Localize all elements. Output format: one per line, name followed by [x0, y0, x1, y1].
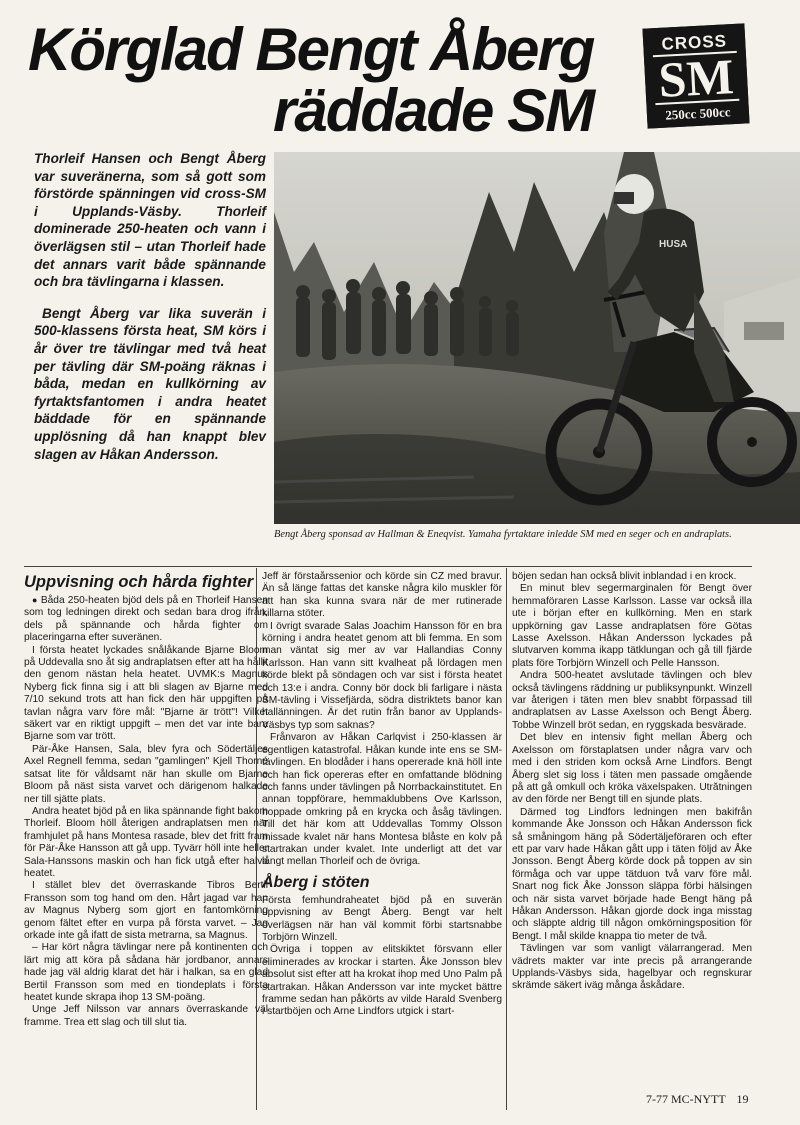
body-paragraph: Frånvaron av Håkan Carlqvist i 250-klassen är egentligen katastrofal. Håkan kunde inte ens se SM-tävlingen. En blodåder i hans opererade knä höll inte och han fick opereras efter en omfattande blödning och fanns under tävlingen på Norrbackainstitutet. En annan toppförare, hemmaklubbens Ove Karlsson, hoppade omkring på en krycka och åsåg tävlingen. Till det här kom att Uddevallas Tommy Olsson missade kvalet när hans Montesa blåste en kolv på startrakan under kvalet. Inte underligt att det var långt mellan Thorleif och de övriga.	[262, 732, 502, 868]
motocross-photo	[274, 152, 800, 524]
headline-line-1: Körglad Bengt Åberg	[28, 16, 594, 83]
body-paragraph: Jeff är förstaårssenior och körde sin CZ med bravur. Än så länge fattas det kanske några kilo muskler för att han ska kunna svara när de mer rutinerade killarna stöter.	[262, 571, 502, 620]
photo-caption: Bengt Åberg sponsad av Hallman & Eneqvist. Yamaha fyrtaktare inledde SM med en seger och en andraplats.	[274, 529, 732, 540]
headline-line-2: räddade SM	[273, 77, 594, 144]
logo-cross-text: CROSS	[661, 31, 728, 54]
body-column-1	[24, 572, 268, 1112]
lead-paragraph-1: Thorleif Hansen och Bengt Åberg var suveränerna, som så gott som förstörde spänningen vid cross-SM i Upplands-Väsby. Thorleif dominerade 250-heaten och vann i överlägsen stil – utan Thorleif hade det annars varit både spännande och bra tävlingarna i klassen.	[34, 151, 266, 290]
body-paragraph: I övrigt svarade Salas Joachim Hansson för en bra körning i andra heatet genom att bli femma. En som man väntat sig mer av var Hallandias Conny Karlsson. Han vann sitt kvalheat på lördagen men körde blekt på söndagen och var sist i första heatet och 13:e i andra. Conny bör dock bli farligare i nästa SM-tävling i Vissefjärda, södra distriktets banor kan hallänningen. Är det rutin från banor av Upplands-Väsbys typ som saknas?	[262, 620, 502, 731]
logo-cc-text: 250cc 500cc	[664, 104, 731, 123]
body-paragraph: I första heatet lyckades snålåkande Bjarne Bloom på Uddevalla sno åt sig andraplatsen efter att ha hållit den genom nästan hela heatet. UVMK:s Magnus Nyberg fick finna sig i att bli slagen av Bjarne med 7/10 sekund trots att han fick den här uppgiften på tavlan några varv före mål: "Bjarne är trött"! Vilket säkert var en riktigt uppgift – men det var inte bara Bjarne som var trött.	[24, 644, 268, 743]
body-paragraph: I stället blev det överraskande Tibros Bertil Fransson som tog hand om den. Hårt jagad var han av Magnus Nyberg som gjort en fantomkörning genom fältet efter en vurpa på första varvet. – Jag orkade inte gå ifatt de sista metrarna, sa Magnus.	[24, 880, 268, 941]
body-paragraph: – Har kört några tävlingar nere på kontinenten och lärt mig att köra på sådana här jordbanor, annars hade jag väl aldrig klarat det här i halkan, sa en glad Bertil Fransson som med en tiondeplats i första heatet kunde skrapa ihop 13 SM-poäng.	[24, 942, 268, 1003]
cross-sm-logo	[642, 23, 749, 128]
body-paragraph: Unge Jeff Nilsson var annars överraskande väl framme. Trea ett slag och till slut tia.	[24, 1004, 268, 1028]
body-paragraph: Övriga i toppen av elitskiktet försvann eller eliminerades av krockar i starten. Åke Jonsson blev absolut sist efter att ha krokat ihop med Uno Palm på startrakan. Håkan Andersson var inte mycket bättre framme sedan han påkörts av vilde Harald Svenberg i startböjen och Arne Lindfors utgick i start-	[262, 944, 502, 1018]
subheading-aberg: Åberg i stöten	[262, 873, 370, 891]
lead-paragraphs	[34, 150, 266, 477]
body-paragraph: böjen sedan han också blivit inblandad i en krock.	[512, 571, 737, 582]
svg-text:HUSA: HUSA	[659, 239, 688, 250]
issue-label: 7-77 MC-NYTT	[646, 1092, 726, 1106]
lead-paragraph-2: Bengt Åberg var lika suverän i 500-klassens första heat, SM körs i år över tre tävlingar med två heat per tävling där SM-poäng räknas i båda, medan en kullkörning av fyrtaktsfantomen i andra heatet bäddade för en spännande upplösning då han knappt blev slagen av Håkan Andersson.	[34, 305, 266, 462]
body-paragraph: En minut blev segermarginalen för Bengt över hemmaföraren Lasse Karlsson. Lasse var också illa ute i början efter en kullkörning. Men en stark uppkörning gav Lasse andraplatsen före Götas Lasse Axelsson. Håkan Andersson lyckades på slutvarven komma ikapp tätklungan och gå till fjärde plats före Torbjörn Winzell och Pelle Hansson.	[512, 583, 752, 669]
page-footer	[646, 1092, 766, 1107]
body-column-3	[512, 571, 752, 1111]
body-paragraph: Andra heatet bjöd på en lika spännande fight bakom Thorleif. Bloom höll återigen andraplatsen men när framhjulet på hans Montesa rasade, blev det fritt fram för Pär-Åke Hansson att gå upp. Tyvärr höll inte heller Sala-Hanssons maskin och han fick utgå efter halva heatet.	[24, 805, 268, 879]
body-paragraph: Därmed tog Lindfors ledningen men bakifrån kommande Åke Jonsson och Håkan Andersson fick så småningom häng på Södertäljeföraren och efter ett par varv hade Håkan gått upp i täten följd av Åke Jonsson. Bengt Åberg körde dock på toppen av sin förmåga och var uppe tätduon två varv före mål. Snart nog fick Åke Jonsson släppa förbi hälsingen och när sista varvet började hade Bengt häng på Håkan Andersson. Håkan gjorde dock inga misstag och släppte aldrig till någon omkörningsposition för Bengt. I mål skilde knappa tio meter de två.	[512, 806, 752, 942]
body-paragraph: Pär-Åke Hansen, Sala, blev fyra och Södertäljes Axel Regnell femma, sedan "gamlingen" Kjell Thorné satsat lite för våldsamt när han skulle om Bjarne Bloom på näst sista varvet och därigenom halkade ner till sjätte plats.	[24, 743, 268, 805]
body-paragraph: Andra 500-heatet avslutade tävlingen och blev också tävlingens räddning ur publiksynpunkt. Winzell var återigen i täten men blev snabbt förpassad till andraplatsen av Lasse Axelsson och Bengt Åberg. Tobbe Winzell bröt sedan, en ryggskada besvärade.	[512, 670, 752, 731]
body-column-2	[262, 571, 502, 1111]
body-paragraph: ● Båda 250-heaten bjöd dels på en Thorleif Hansen som tog ledningen direkt och sedan bara drog ifrån, dels på spännande och hårda fighter om placeringarna efter suveränen.	[24, 595, 268, 644]
subheading-uppvisning: Uppvisning och hårda fighter	[24, 573, 254, 591]
body-paragraph: Första femhundraheatet bjöd på en suverän uppvisning av Bengt Åberg. Bengt var helt överlägsen när han väl kommit förbi startsnabbe Torbjörn Winzell.	[262, 894, 502, 943]
page-number: 19	[736, 1092, 749, 1106]
logo-sm-text: SM	[653, 51, 740, 105]
body-paragraph: Tävlingen var som vanligt välarrangerad. Men vädrets makter var inte precis på arrangerande Upplands-Väsbys sida, hagelbyar och regnskurar skrämde säkert iväg många åskådare.	[512, 943, 752, 992]
column-top-rule	[24, 566, 752, 567]
column-rule-2	[506, 568, 507, 1110]
bullet-icon: ●	[32, 595, 38, 605]
body-paragraph: Det blev en intensiv fight mellan Åberg och Axelsson om förstaplatsen under några varv och med i den striden kom också Arne Lindfors. Bengt Åberg slet sig loss i täten men passade omgående på att gå omkull och kröka växelspaken. Utrătningen av den förde ner Bengt till en sjunde plats.	[512, 732, 752, 806]
headline	[28, 16, 638, 144]
photo-illustration	[274, 152, 800, 524]
